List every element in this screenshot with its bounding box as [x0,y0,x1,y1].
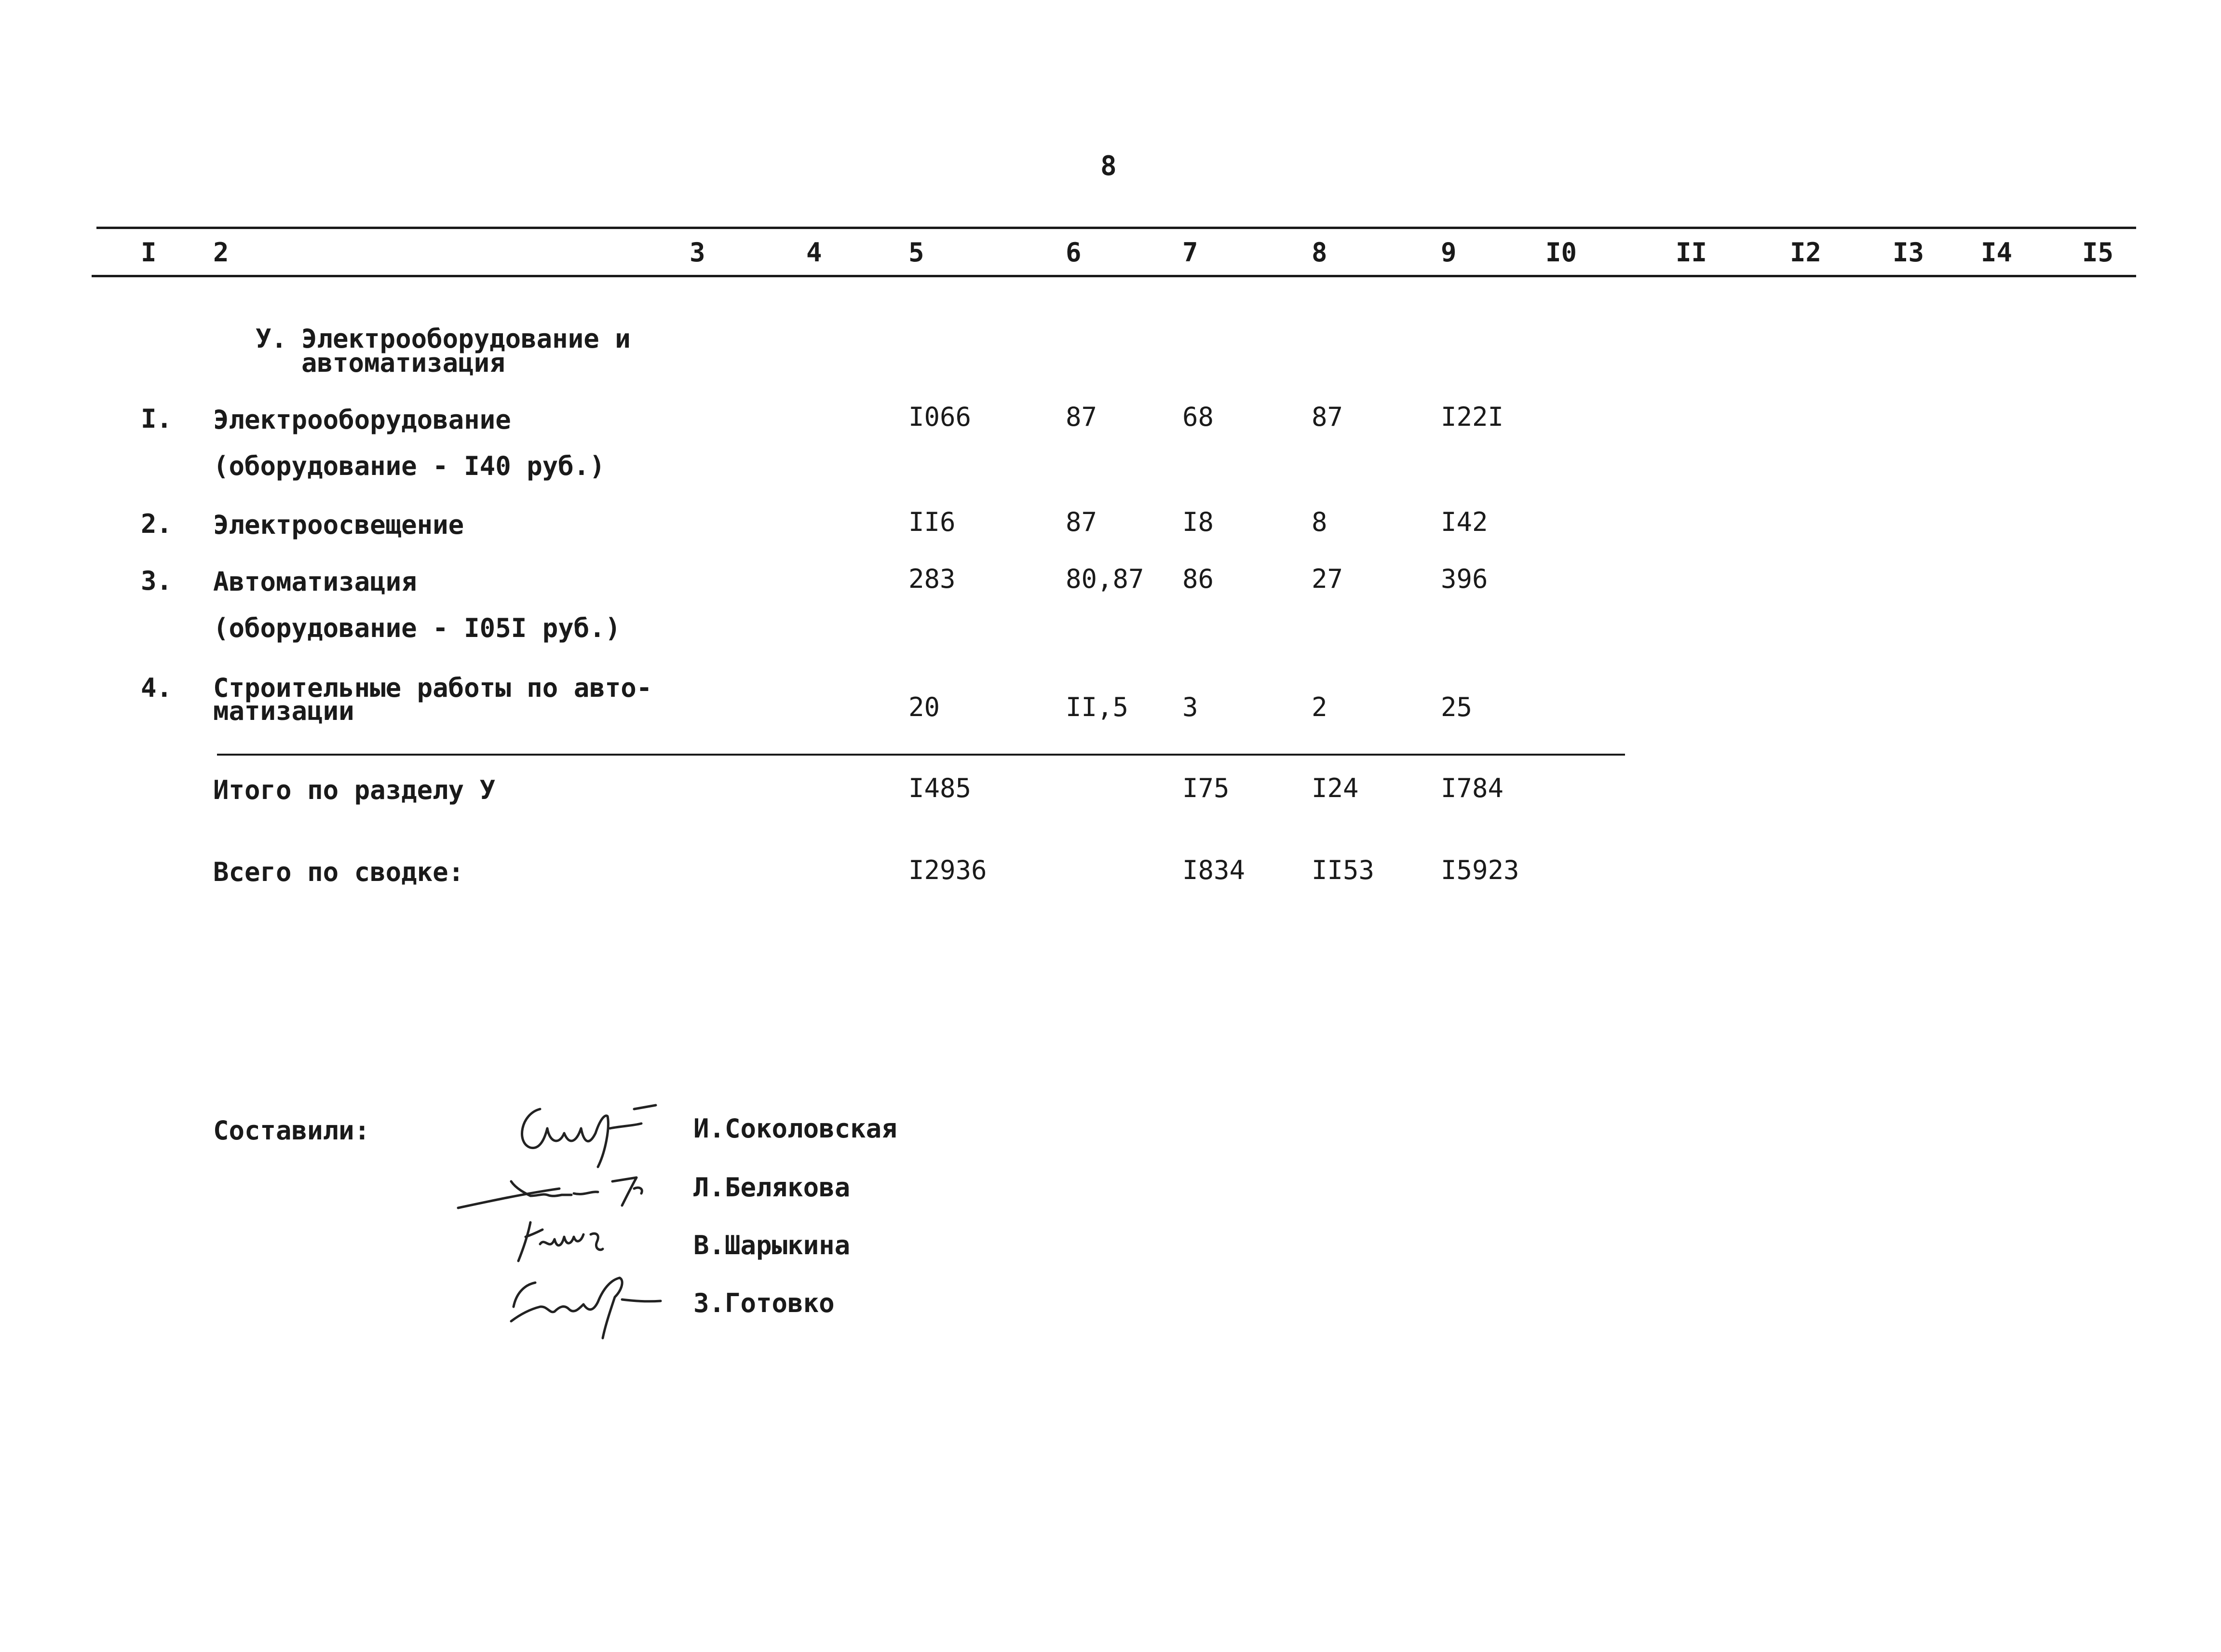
row-2-col8: 8 [1312,507,1327,537]
col-header-11: II [1676,237,1707,268]
subtotal-rule [217,754,1625,756]
row-4-col6: II,5 [1066,692,1129,722]
row-3-col8: 27 [1312,564,1343,594]
row-1-name: Электрооборудование [213,405,511,435]
row-1-note: (оборудование - I40 руб.) [213,451,605,481]
row-4-col5: 20 [908,692,940,722]
row-3-col6: 80,87 [1066,564,1144,594]
row-1-col5: I066 [908,402,972,432]
subtotal-label: Итого по разделу У [213,775,496,805]
row-4-col8: 2 [1312,692,1327,722]
subtotal-col7: I75 [1182,773,1230,803]
row-3-name: Автоматизация [213,567,417,597]
page-number: 8 [1100,150,1117,182]
section-title-line1: Электрооборудование и [301,324,631,354]
col-header-7: 7 [1182,237,1198,268]
col-header-1: I [141,237,157,268]
row-2-number: 2. [141,509,173,539]
row-3-col7: 86 [1182,564,1214,594]
row-2-name: Электроосвещение [213,510,464,540]
signature-3 [511,1215,627,1268]
row-1-number: I. [141,404,173,434]
col-header-12: I2 [1790,237,1822,268]
row-2-col5: II6 [908,507,956,537]
total-col9: I5923 [1441,855,1519,885]
row-2-col6: 87 [1066,507,1097,537]
col-header-6: 6 [1066,237,1082,268]
section-marker: У. [256,324,287,354]
compiler-name-2: Л.Белякова [693,1172,851,1203]
row-4-name-line1: Строительные работы по авто- [213,673,652,703]
compiled-label: Составили: [213,1115,370,1146]
subtotal-col8: I24 [1312,773,1359,803]
col-header-10: I0 [1545,237,1577,268]
row-1-col8: 87 [1312,402,1343,432]
row-4-col9: 25 [1441,692,1473,722]
row-4-col7: 3 [1182,692,1198,722]
col-header-13: I3 [1893,237,1924,268]
row-2-col7: I8 [1182,507,1214,537]
row-1-col7: 68 [1182,402,1214,432]
col-header-3: 3 [690,237,705,268]
col-header-9: 9 [1441,237,1457,268]
row-1-col9: I22I [1441,402,1504,432]
col-header-2: 2 [213,237,229,268]
row-3-col5: 283 [908,564,956,594]
col-header-4: 4 [806,237,822,268]
row-3-note: (оборудование - I05I руб.) [213,613,621,643]
col-header-14: I4 [1981,237,2013,268]
signature-1 [511,1099,665,1172]
col-header-5: 5 [908,237,924,268]
total-label: Всего по сводке: [213,857,464,887]
subtotal-col5: I485 [908,773,972,803]
signature-2 [453,1167,665,1220]
total-col8: II53 [1312,855,1375,885]
subtotal-col9: I784 [1441,773,1504,803]
col-header-8: 8 [1312,237,1327,268]
signature-4 [501,1268,665,1345]
row-4-name-line2: матизации [213,696,354,726]
total-col7: I834 [1182,855,1246,885]
compiler-name-3: В.Шарыкина [693,1230,851,1260]
col-header-15: I5 [2082,237,2114,268]
row-2-col9: I42 [1441,507,1488,537]
row-1-col6: 87 [1066,402,1097,432]
compiler-name-4: З.Готовко [693,1288,835,1318]
total-col5: I2936 [908,855,987,885]
row-3-col9: 396 [1441,564,1488,594]
compiler-name-1: И.Соколовская [693,1113,897,1144]
header-top-rule [96,227,2136,229]
section-title-line2: автоматизация [301,348,505,378]
header-bottom-rule [92,275,2136,277]
row-3-number: 3. [141,566,173,596]
row-4-number: 4. [141,673,173,703]
